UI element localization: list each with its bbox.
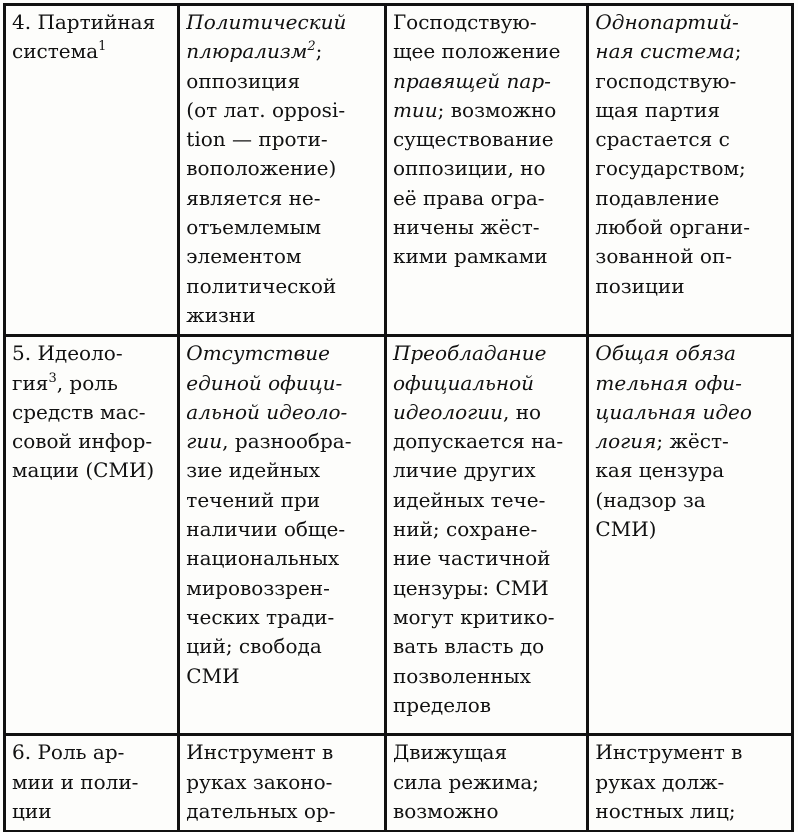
cell-democratic-party-system bbox=[179, 5, 386, 336]
italic-term: Преобладание bbox=[392, 341, 547, 366]
cell-text: ний; сохране- bbox=[392, 517, 538, 542]
cell-text: подавление bbox=[595, 185, 720, 210]
cell-text: элементом bbox=[186, 244, 302, 269]
footnote-mark: 3 bbox=[48, 370, 57, 386]
footnote-mark: 1 bbox=[98, 39, 107, 55]
cell-text: могут критико- bbox=[392, 604, 555, 629]
cell-text: существование bbox=[392, 127, 554, 152]
row-header-line: гия bbox=[12, 370, 49, 395]
cell-text: кая цензура bbox=[595, 458, 725, 483]
cell-text: ческих тради- bbox=[186, 604, 335, 629]
cell-text: её права огра- bbox=[392, 185, 545, 210]
italic-term: Однопартий- bbox=[595, 10, 739, 34]
cell-text: , разнообра- bbox=[222, 429, 352, 454]
italic-term: Отсутствие bbox=[186, 341, 330, 366]
row-header-line: 5. Идеоло- bbox=[12, 341, 123, 366]
table-row bbox=[5, 5, 793, 336]
cell-text: Господствую- bbox=[392, 10, 537, 34]
italic-term: Политический bbox=[186, 10, 347, 34]
cell-text: позиции bbox=[595, 273, 685, 298]
cell-authoritarian-party-system bbox=[385, 5, 587, 336]
cell-authoritarian-ideology bbox=[385, 336, 587, 735]
italic-term: официальной bbox=[392, 370, 534, 395]
row-header-party-system bbox=[5, 5, 179, 336]
cell-text: пределов bbox=[392, 692, 492, 717]
row-header-line: система bbox=[12, 39, 99, 64]
row-header-line: 6. Роль ар- bbox=[12, 740, 125, 765]
cell-authoritarian-army bbox=[385, 735, 587, 832]
cell-text bbox=[186, 96, 378, 125]
cell-text: ностных лиц; bbox=[595, 798, 736, 823]
row-header-line: средств мас- bbox=[12, 399, 146, 424]
cell-text: срастается с bbox=[595, 127, 730, 152]
row-header-line: совой инфор- bbox=[12, 429, 153, 454]
italic-term: правящей пар- bbox=[392, 68, 551, 93]
cell-text: ; возможно bbox=[437, 97, 557, 122]
cell-text: Инструмент в bbox=[186, 740, 334, 765]
row-header-line: ции bbox=[12, 798, 52, 823]
political-regimes-table bbox=[3, 3, 794, 832]
cell-text: зие идейных bbox=[186, 458, 321, 483]
row-header-ideology bbox=[5, 336, 179, 735]
cell-text: позволенных bbox=[392, 663, 531, 688]
cell-totalitarian-army bbox=[588, 735, 793, 832]
table-row bbox=[5, 735, 793, 832]
cell-text: ; bbox=[734, 39, 742, 64]
footnote-mark: 2 bbox=[307, 39, 316, 55]
cell-text: ничены жёст- bbox=[392, 215, 540, 240]
cell-text: оппозиции, но bbox=[392, 156, 546, 181]
cell-text: цензуры: СМИ bbox=[392, 575, 549, 600]
italic-term: тельная офи- bbox=[595, 370, 742, 395]
row-header-line: мации (СМИ) bbox=[12, 458, 155, 483]
cell-totalitarian-ideology bbox=[588, 336, 793, 735]
row-header-line: , роль bbox=[56, 370, 118, 395]
cell-text: допускается на- bbox=[392, 429, 564, 454]
row-header-line: мии и поли- bbox=[12, 769, 139, 794]
cell-text: руках законо- bbox=[186, 769, 333, 794]
cell-text: воположение) bbox=[186, 156, 337, 181]
cell-text: сила режима; bbox=[392, 769, 540, 794]
cell-text: ; bbox=[315, 39, 323, 64]
cell-text: вать власть до bbox=[392, 634, 545, 659]
cell-text: зованной оп- bbox=[595, 244, 733, 269]
italic-term: циальная идео bbox=[595, 399, 752, 424]
cell-text: руках долж- bbox=[595, 769, 725, 794]
italic-term: логия bbox=[595, 429, 657, 454]
cell-text: национальных bbox=[186, 546, 340, 571]
cell-text: , но bbox=[503, 399, 542, 424]
cell-text: ние частичной bbox=[392, 546, 551, 571]
cell-text: является не- bbox=[186, 185, 321, 210]
cell-text: государством; bbox=[595, 156, 746, 181]
italic-term: гии bbox=[186, 429, 223, 454]
cell-text: СМИ bbox=[186, 663, 240, 688]
row-header-army-police bbox=[5, 735, 179, 832]
cell-text: ; жёст- bbox=[656, 429, 729, 454]
cell-text: (от лат. opposi- bbox=[186, 97, 346, 122]
italic-term: Общая обяза bbox=[595, 341, 736, 366]
cell-text: кими рамками bbox=[392, 244, 548, 269]
cell-text: (надзор за bbox=[595, 487, 706, 512]
cell-text: идейных тече- bbox=[392, 487, 546, 512]
cell-text: политической bbox=[186, 273, 337, 298]
row-header-line: 4. Партийная bbox=[12, 10, 156, 34]
cell-text: возможно bbox=[392, 798, 499, 823]
cell-text: любой органи- bbox=[595, 215, 750, 240]
cell-text: щее положение bbox=[392, 39, 561, 64]
cell-text: СМИ) bbox=[595, 517, 657, 542]
cell-text: дательных ор- bbox=[186, 798, 336, 823]
cell-text: господствую- bbox=[595, 68, 737, 93]
cell-democratic-army bbox=[179, 735, 386, 832]
cell-totalitarian-party-system bbox=[588, 5, 793, 336]
cell-text: tion — проти- bbox=[186, 127, 328, 152]
cell-text: жизни bbox=[186, 302, 256, 327]
italic-term: тии bbox=[392, 97, 438, 122]
cell-text: отъемлемым bbox=[186, 215, 322, 240]
italic-term: ная система bbox=[595, 39, 735, 64]
table-row bbox=[5, 336, 793, 735]
italic-term: идеологии bbox=[392, 399, 504, 424]
cell-text: личие других bbox=[392, 458, 536, 483]
cell-text: ций; свобода bbox=[186, 634, 322, 659]
cell-text: щая партия bbox=[595, 97, 720, 122]
italic-term: альной идеоло- bbox=[186, 399, 348, 424]
italic-term: единой офици- bbox=[186, 370, 343, 395]
cell-text: Инструмент в bbox=[595, 740, 743, 765]
italic-term: плюрализм bbox=[186, 39, 308, 64]
cell-text: течений при bbox=[186, 487, 321, 512]
cell-text: наличии обще- bbox=[186, 517, 346, 542]
cell-text: мировоззрен- bbox=[186, 575, 330, 600]
cell-text: Движущая bbox=[392, 740, 508, 765]
cell-democratic-ideology bbox=[179, 336, 386, 735]
cell-text: оппозиция bbox=[186, 68, 301, 93]
